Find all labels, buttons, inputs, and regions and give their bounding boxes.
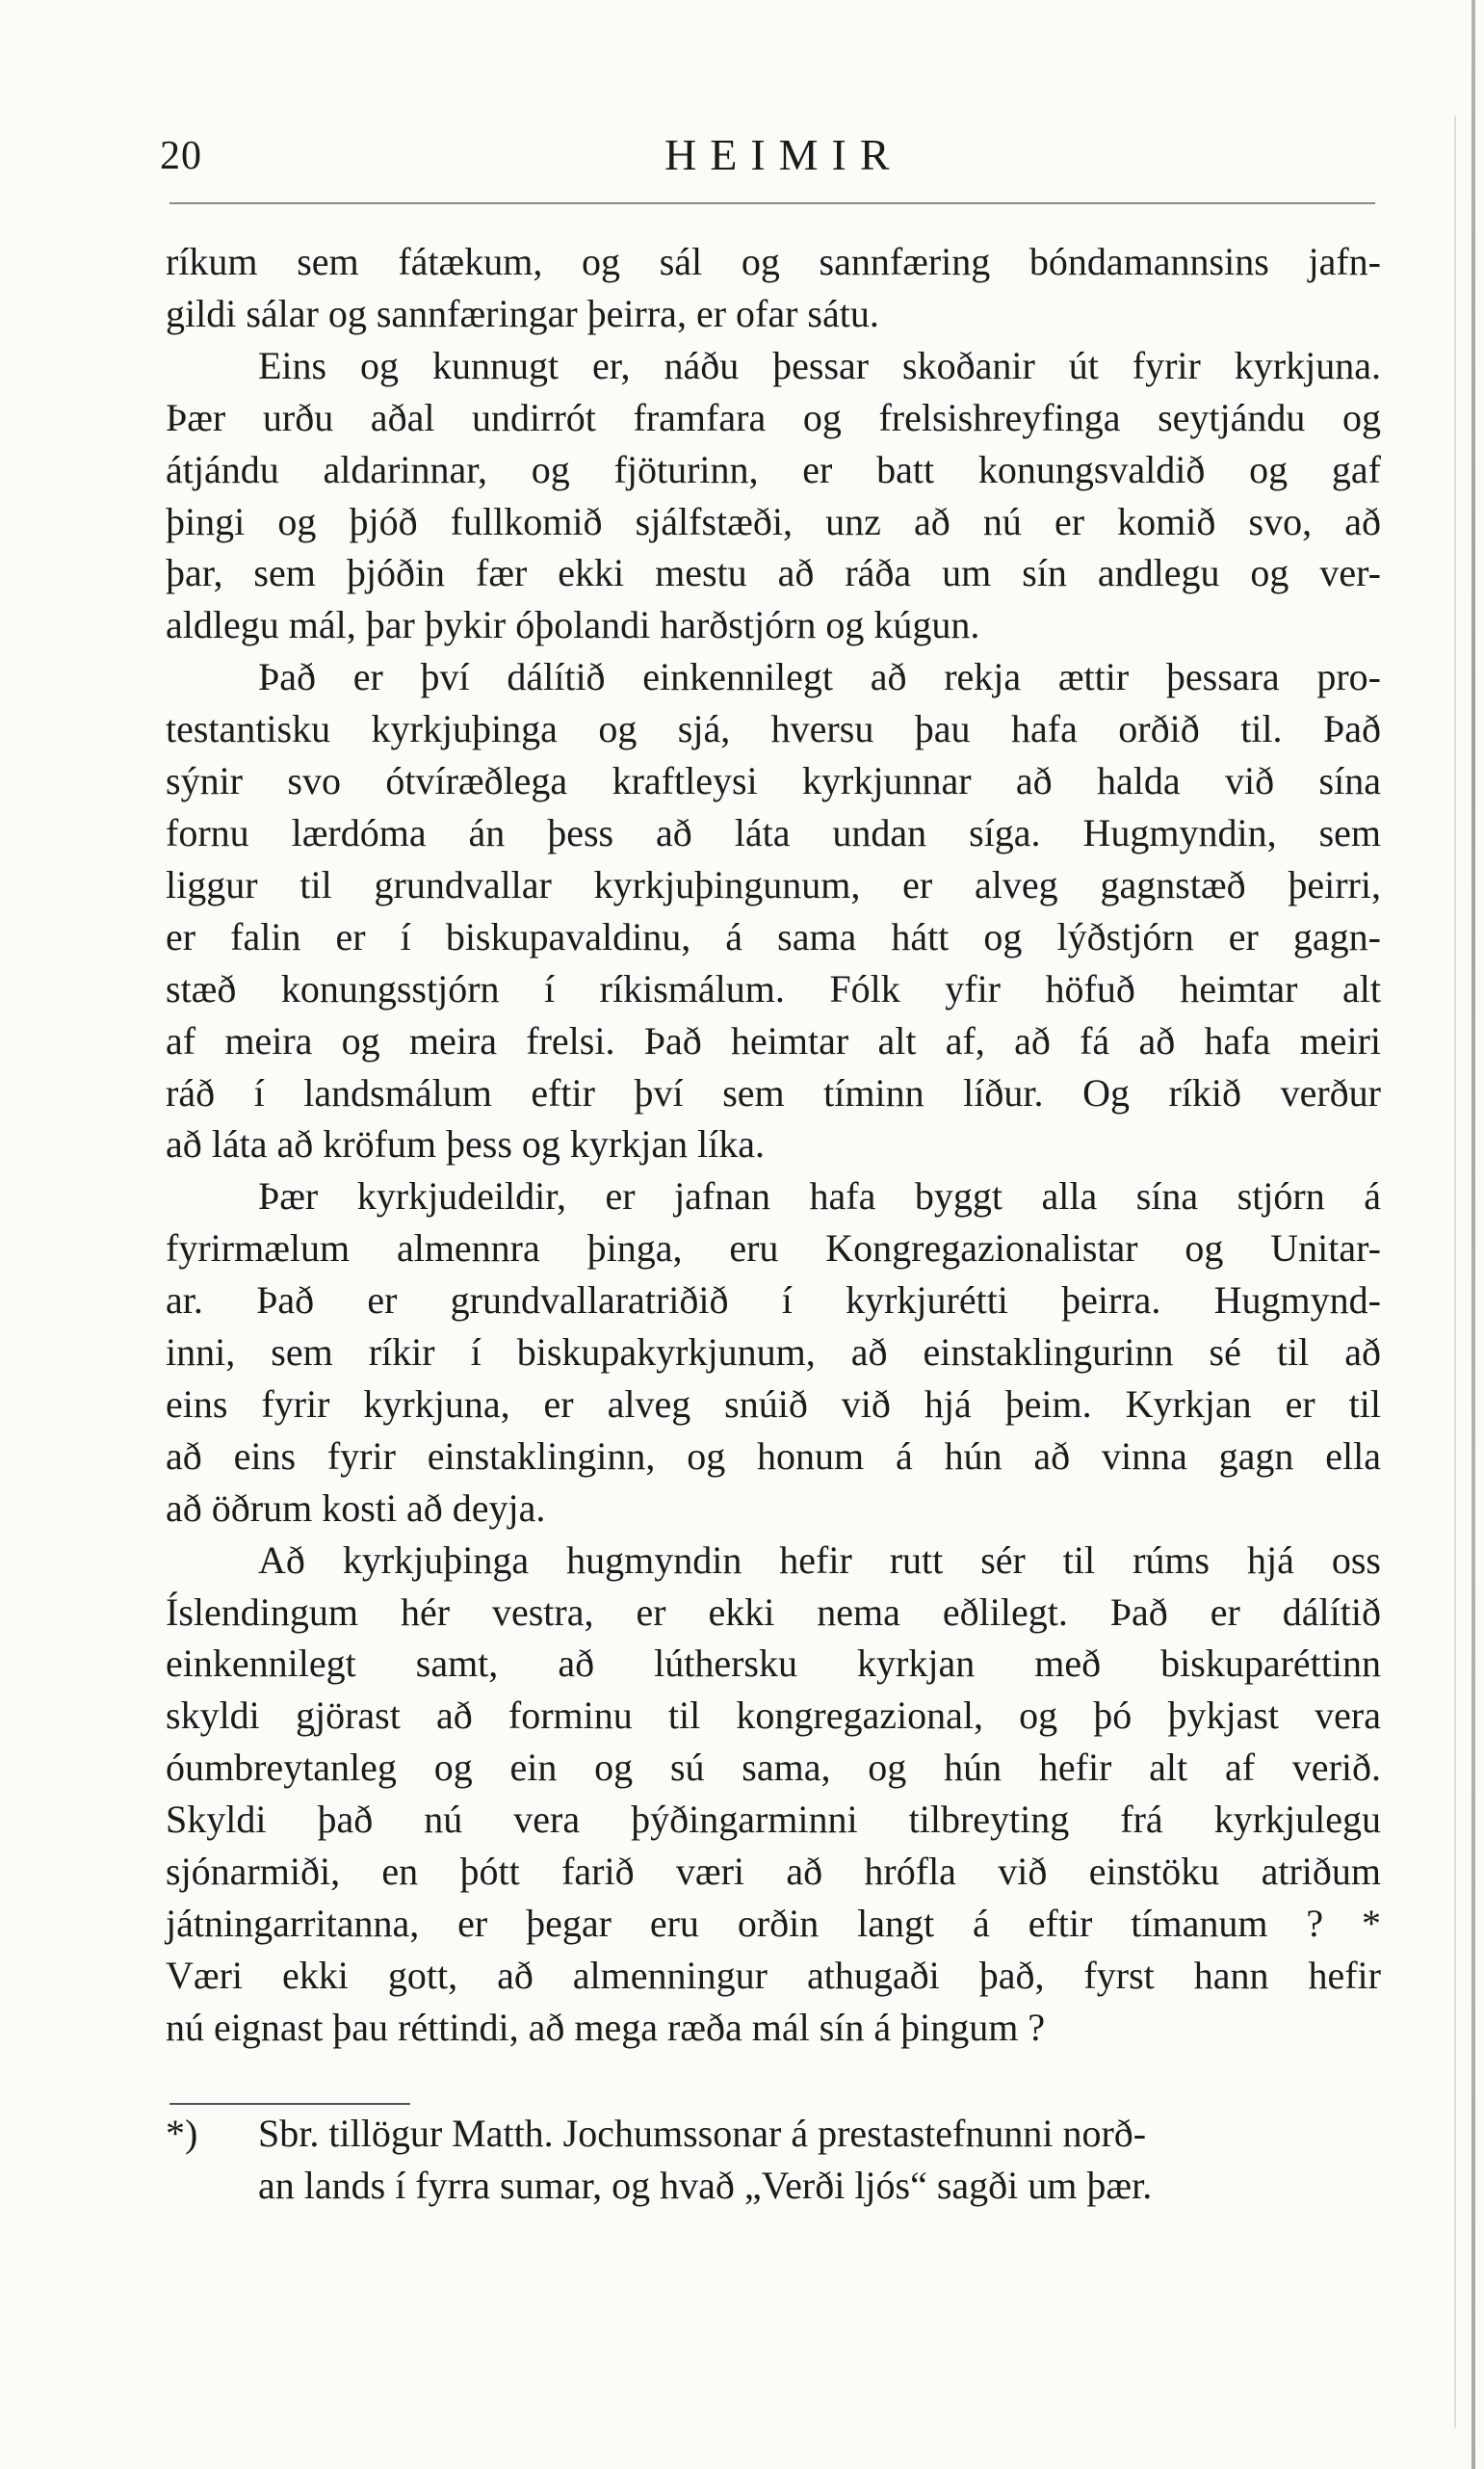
- text-line: játningarritanna, er þegar eru orðin langt á eftir tímanum ? *: [166, 1902, 1381, 1945]
- text-line: Væri ekki gott, að almenningur athugaði það, fyrst hann hefir: [166, 1953, 1381, 1997]
- text-line: af meira og meira frelsi. Það heimtar alt af, að fá að hafa meiri: [166, 1018, 1381, 1063]
- text-line: fornu lærdóma án þess að láta undan síga. Hugmyndin, sem: [166, 810, 1381, 854]
- page-number: 20: [160, 134, 202, 178]
- text-line: sjónarmiði, en þótt farið væri að hrófla við einstöku atriðum: [166, 1850, 1381, 1894]
- footnote-line-1: [166, 2108, 1381, 2160]
- footnote-marker: *): [166, 2112, 198, 2155]
- text-line: Skyldi það nú vera þýðingarminni tilbreyting frá kyrkjulegu: [166, 1798, 1381, 1842]
- text-line: gildi sálar og sannfæringar þeirra, er ofar sátu.: [166, 291, 879, 335]
- header-rule: [169, 202, 1375, 204]
- footnote-text-1: Sbr. tillögur Matth. Jochumssonar á prestastefnunni norð-: [258, 2112, 1147, 2155]
- text-line: einkennilegt samt, að lúthersku kyrkjan með biskuparéttinn: [166, 1642, 1381, 1686]
- text-line: testantisku kyrkjuþinga og sjá, hversu þau hafa orðið til. Það: [166, 707, 1381, 751]
- footnote-line-2: an lands í fyrra sumar, og hvað „Verði ljós“ sagði um þær.: [258, 2164, 1153, 2207]
- footnote: [166, 2108, 1381, 2212]
- text-line: eins fyrir kyrkjuna, er alveg snúið við hjá þeim. Kyrkjan er til: [166, 1381, 1381, 1426]
- text-line: átjándu aldarinnar, og fjöturinn, er batt konungsvaldið og gaf: [166, 447, 1381, 491]
- text-line: stæð konungsstjórn í ríkismálum. Fólk yfir höfuð heimtar alt: [166, 966, 1381, 1011]
- text-line: aldlegu mál, þar þykir óþolandi harðstjórn og kúgun.: [166, 603, 980, 647]
- text-line: þingi og þjóð fullkomið sjálfstæði, unz að nú er komið svo, að: [166, 499, 1381, 543]
- text-line: er falin er í biskupavaldinu, á sama hátt og lýðstjórn er gagn-: [166, 914, 1381, 959]
- text-line: Íslendingum hér vestra, er ekki nema eðlilegt. Það er dálítið: [166, 1589, 1381, 1634]
- text-line: að láta að kröfum þess og kyrkjan líka.: [166, 1122, 766, 1167]
- text-line: fyrirmælum almennra þinga, eru Kongregazionalistar og Unitar-: [166, 1226, 1381, 1271]
- text-line: sýnir svo ótvíræðlega kraftleysi kyrkjunnar að halda við sína: [166, 759, 1381, 803]
- text-line: ríkum sem fátækum, og sál og sannfæring bóndamannsins jafn-: [166, 240, 1381, 283]
- text-line: Að kyrkjuþinga hugmyndin hefir rutt sér til rúms hjá oss: [258, 1537, 1381, 1582]
- text-line: að öðrum kosti að deyja.: [166, 1485, 546, 1530]
- text-line: skyldi gjörast að forminu til kongregazional, og þó þykjast vera: [166, 1694, 1381, 1738]
- footnote-rule: [169, 2103, 410, 2105]
- text-line: ar. Það er grundvallaratriðið í kyrkjurétti þeirra. Hugmynd-: [166, 1278, 1381, 1323]
- text-line: að eins fyrir einstaklinginn, og honum á hún að vinna gagn ella: [166, 1433, 1381, 1478]
- page-edge: [1471, 0, 1475, 2469]
- text-line: óumbreytanleg og ein og sú sama, og hún hefir alt af verið.: [166, 1746, 1381, 1790]
- text-line: Það er því dálítið einkennilegt að rekja ættir þessara pro-: [258, 655, 1381, 699]
- text-line: nú eignast þau réttindi, að mega ræða mál sín á þingum ?: [166, 2005, 1046, 2049]
- text-line: liggur til grundvallar kyrkjuþingunum, er alveg gagnstæð þeirri,: [166, 862, 1381, 906]
- page-edge-shadow: [1454, 116, 1456, 2428]
- text-line: inni, sem ríkir í biskupakyrkjunum, að einstaklingurinn sé til að: [166, 1330, 1381, 1375]
- text-line: ráð í landsmálum eftir því sem tíminn líður. Og ríkið verður: [166, 1070, 1381, 1115]
- text-line: Þær kyrkjudeildir, er jafnan hafa byggt alla sína stjórn á: [258, 1174, 1381, 1219]
- text-line: þar, sem þjóðin fær ekki mestu að ráða um sín andlegu og ver-: [166, 551, 1381, 595]
- text-line: Eins og kunnugt er, náðu þessar skoðanir út fyrir kyrkjuna.: [258, 343, 1381, 387]
- text-line: Þær urðu aðal undirrót framfara og frelsishreyfinga seytjándu og: [166, 395, 1381, 439]
- running-title: HEIMIR: [664, 130, 903, 179]
- body-text: [166, 236, 1381, 2054]
